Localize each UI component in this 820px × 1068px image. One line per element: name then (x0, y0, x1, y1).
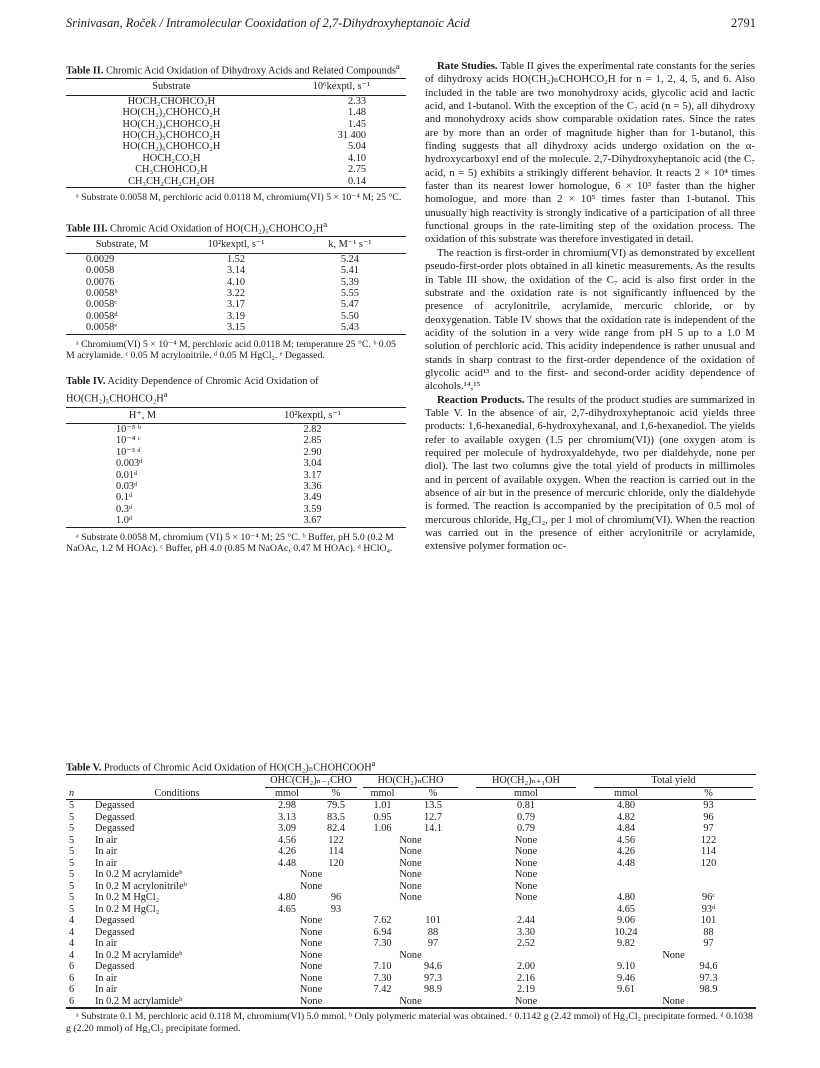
table-row (66, 812, 756, 824)
rate-cell: 3.17 (226, 299, 245, 311)
table-header-cell: 10⁶kexptl, s⁻¹ (312, 81, 371, 93)
acidity-cell: 10⁻⁴ ᶜ (116, 435, 141, 447)
diol-cell: 0.79 (516, 823, 536, 835)
n-cell: 5 (69, 903, 75, 915)
total-mmol-cell (591, 869, 661, 881)
rate-cell: 2.82 (303, 423, 322, 435)
table-header-cell: 10²kexptl, s⁻¹ (284, 409, 341, 421)
table-5-grid (66, 774, 756, 1008)
substrate-cell: 0.0058ᵈ (86, 310, 118, 322)
dialdehyde-pct-cell: 96 (330, 892, 342, 904)
rate-cell: 3.17 (303, 469, 322, 481)
section-heading: Rate Studies. (437, 60, 498, 72)
hydroxyaldehyde-mmol-cell: 7.62 (373, 915, 392, 927)
table-5 (66, 757, 756, 1035)
diol-cell: 0.79 (516, 811, 536, 823)
table-row (66, 950, 756, 962)
table-row (66, 130, 406, 141)
total-mmol-cell: 4.56 (616, 834, 636, 846)
dialdehyde-cell: None (299, 949, 323, 961)
rate-cell: 2.33 (347, 95, 366, 107)
diol-cell (461, 904, 591, 916)
conditions-cell: Degassed (95, 926, 135, 938)
diol-cell: 3.30 (516, 926, 536, 938)
conditions-cell: Degassed (95, 800, 135, 812)
substrate-cell: CH₃CH₂CH₂CH₂OH (128, 175, 215, 187)
total-mmol-cell: 9.06 (616, 915, 636, 927)
hydroxyaldehyde-mmol-cell: 7.30 (373, 972, 392, 984)
dialdehyde-mmol-cell: 3.09 (277, 823, 297, 835)
rate-cell: 5.04 (347, 141, 366, 153)
rate-cell: 2.75 (347, 164, 366, 176)
total-mmol-cell: 9.61 (616, 984, 636, 996)
conditions-cell: Degassed (95, 811, 135, 823)
dialdehyde-cell: None (299, 880, 323, 892)
table-2-caption: Table II. Chromic Acid Oxidation of Dihydroxy Acids and Related Compounds$^a$ (66, 61, 400, 77)
rate-cell: 5.24 (340, 253, 359, 265)
conditions-cell: In 0.2 M acrylamideᵇ (95, 869, 183, 881)
total-pct-cell: 98.9 (699, 984, 718, 996)
hydroxyaldehyde-cell: None (399, 834, 422, 846)
hydroxyaldehyde-pct-cell (405, 904, 461, 916)
table-row (66, 253, 406, 265)
table-3-footnote: ᵃ Chromium(VI) 5 × 10⁻⁴ M, perchloric acid 0.0118 M; temperature 25 °C. ᵇ 0.05 M acrylamide. ᶜ 0.05 M acrylonitrile. ᵈ 0.05 M HgCl₂. ᵉ Degassed. (66, 338, 396, 362)
running-title: Srinivasan, Roček / Intramolecular Cooxidation of 2,7-Dihydroxyheptanoic Acid (66, 16, 470, 30)
total-mmol-cell: 4.65 (616, 903, 636, 915)
n-cell: 4 (69, 949, 75, 961)
diol-cell: None (514, 880, 538, 892)
diol-cell (461, 950, 591, 962)
table-header-cell: k, M⁻¹ s⁻¹ (328, 239, 372, 251)
n-cell: 5 (69, 846, 75, 858)
dialdehyde-cell: None (299, 984, 323, 996)
total-mmol-cell: 9.82 (616, 938, 636, 950)
table-row (66, 846, 756, 858)
diol-cell: None (514, 857, 538, 869)
substrate-cell: HO(CH₂)₂CHOHCO₂H (122, 107, 221, 119)
table-3 (66, 218, 406, 362)
dialdehyde-cell: None (299, 995, 323, 1007)
table-row (66, 881, 756, 893)
substrate-cell: HO(CH₂)₅CHOHCO₂H (122, 130, 221, 142)
table-row (66, 504, 406, 515)
rate-cell: 5.43 (340, 322, 359, 334)
table-subheader-cell: % (704, 787, 713, 799)
hydroxyaldehyde-cell: None (399, 869, 422, 881)
rate-cell: 1.52 (226, 253, 245, 265)
diol-cell: 2.44 (516, 915, 536, 927)
right-column (425, 60, 755, 554)
total-yield-cell: None (662, 995, 685, 1007)
total-mmol-cell: 4.80 (616, 800, 636, 812)
table-row (66, 288, 406, 299)
table-row (66, 458, 406, 469)
acidity-cell: 10⁻³ ᵈ (116, 446, 141, 458)
table-header-cell: Substrate, M (95, 239, 149, 251)
conditions-cell: In air (95, 984, 118, 996)
diol-cell: 0.81 (516, 800, 536, 812)
rate-cell: 3.19 (226, 310, 245, 322)
table-row (66, 311, 406, 322)
substrate-cell: HOCH₂CHOHCO₂H (127, 95, 216, 107)
rate-cell: 5.39 (340, 276, 359, 288)
substrate-cell: HO(CH₂)₆CHOHCO₂H (122, 141, 221, 153)
total-mmol-cell: 4.80 (616, 892, 636, 904)
diol-cell: None (514, 869, 538, 881)
total-pct-cell: 94.6 (699, 961, 718, 973)
table-row (66, 119, 406, 130)
dialdehyde-cell: None (299, 915, 323, 927)
conditions-cell: Degassed (95, 823, 135, 835)
table-group-header: HO(CH₂)ₙCHO (363, 775, 458, 788)
table-subheader-cell: mmol (613, 787, 639, 799)
total-pct-cell: 122 (700, 834, 717, 846)
conditions-cell: In 0.2 M HgCl₂ (95, 903, 160, 915)
conditions-cell: In 0.2 M HgCl₂ (95, 892, 160, 904)
table-5-caption: Table V. Products of Chromic Acid Oxidation of HO(CH₂)ₙCHOHCOOH$^a$ (66, 758, 376, 774)
diol-cell: 2.16 (516, 972, 536, 984)
table-row (66, 800, 756, 812)
left-column (66, 60, 406, 555)
n-cell: 5 (69, 823, 75, 835)
conditions-cell: In 0.2 M acrylamideᵇ (95, 995, 183, 1007)
rate-cell: 2.90 (303, 446, 322, 458)
table-subheader-cell: mmol (274, 787, 300, 799)
total-pct-cell (661, 881, 756, 893)
hydroxyaldehyde-pct-cell: 97 (427, 938, 439, 950)
n-cell: 5 (69, 892, 75, 904)
total-pct-cell: 101 (700, 915, 717, 927)
table-row (66, 927, 756, 939)
dialdehyde-pct-cell: 83.5 (326, 811, 346, 823)
rate-cell: 4.10 (226, 276, 245, 288)
total-pct-cell: 97 (703, 938, 714, 950)
diol-cell: 2.52 (516, 938, 536, 950)
table-row (66, 938, 756, 950)
diol-cell: 2.19 (516, 984, 536, 996)
rate-cell: 3.04 (303, 458, 322, 470)
total-mmol-cell: 4.26 (616, 846, 636, 858)
dialdehyde-pct-cell: 93 (330, 903, 342, 915)
table-row (66, 823, 756, 835)
substrate-cell: 0.0076 (86, 276, 115, 288)
table-row (66, 904, 756, 916)
table-row (66, 322, 406, 334)
total-mmol-cell: 9.10 (616, 961, 636, 973)
hydroxyaldehyde-mmol-cell (360, 904, 405, 916)
table-row (66, 915, 756, 927)
section-heading: Reaction Products. (437, 393, 525, 406)
dialdehyde-mmol-cell: 4.26 (277, 846, 297, 858)
total-pct-cell: 97.3 (699, 972, 718, 984)
n-cell: 5 (69, 811, 75, 823)
dialdehyde-pct-cell: 122 (328, 834, 344, 846)
paragraph-kinetics: The reaction is first-order in chromium(VI) as demonstrated by excellent pseudo-first-order plots obtained in all kinetic measurements. As the results in Table III show, the oxidation of the C₇ acid is also first order in the substrate and the oxidation rate is not significantly influenced by the presence of acrylonitrile, acrylamide, mercuric chloride, or by deoxygenation. Table IV shows that the oxidation rate is independent of the acidity of the solution in a very wide range from pH 5 up to a 1.0 M solution of perchloric acid. This acidity independence is rather unusual and stands in sharp contrast to the first-order dependence of the oxidation of glycolic acid¹³ and to the first- and second-order acidity dependence of alcohols.¹⁴,¹⁵ (425, 246, 755, 393)
table-subheader-cell: % (331, 787, 341, 799)
hydroxyaldehyde-cell: None (399, 880, 422, 892)
table-2 (66, 60, 406, 204)
acidity-cell: 0.1ᵈ (116, 492, 133, 504)
total-mmol-cell: 4.84 (616, 823, 636, 835)
hydroxyaldehyde-pct-cell: 98.9 (423, 984, 443, 996)
table-row (66, 835, 756, 847)
conditions-cell: In air (95, 972, 118, 984)
diol-cell: None (514, 892, 538, 904)
substrate-cell: 0.0029 (86, 253, 115, 265)
n-cell: 5 (69, 800, 75, 812)
table-row (66, 470, 406, 481)
table-group-header: HO(CH₂)ₙ₊₁OH (476, 775, 575, 788)
table-row (66, 153, 406, 164)
running-header (66, 16, 756, 36)
hydroxyaldehyde-pct-cell: 12.7 (423, 811, 443, 823)
dialdehyde-cell: None (299, 961, 323, 973)
table-3-caption: Table III. Chromic Acid Oxidation of $HO(CH_2)_5CHOHCO_2H^a$ (66, 218, 328, 235)
total-pct-cell (661, 869, 756, 881)
dialdehyde-pct-cell: 79.5 (326, 800, 346, 812)
rate-cell: 5.47 (340, 299, 359, 311)
conditions-cell: In air (95, 857, 118, 869)
diol-cell: None (514, 834, 538, 846)
hydroxyaldehyde-pct-cell: 13.5 (423, 800, 443, 812)
rate-cell: 5.41 (340, 265, 359, 277)
dialdehyde-cell: None (299, 972, 323, 984)
acidity-cell: 0.03ᵈ (116, 481, 138, 492)
hydroxyaldehyde-pct-cell: 101 (425, 915, 441, 927)
dialdehyde-mmol-cell: 3.13 (277, 811, 297, 823)
substrate-cell: HOCH₂CO₂H (142, 152, 201, 164)
table-row (66, 858, 756, 870)
table-4-footnote: ᵃ Substrate 0.0058 M, chromium (VI) 5 × 10⁻⁴ M; 25 °C. ᵇ Buffer, pH 5.0 (0.2 M NaOAc, 1.2 M HOAc). ᶜ Buffer, pH 4.0 (0.85 M NaOAc, 0.47 M HOAc). ᵈ HClO₄. (66, 531, 394, 555)
rate-cell: 3.36 (303, 481, 322, 492)
n-cell: 5 (69, 880, 75, 892)
table-header-cell: 10²kexptl, s⁻¹ (207, 239, 265, 251)
hydroxyaldehyde-mmol-cell: 1.01 (373, 800, 392, 812)
n-cell: 5 (69, 857, 75, 869)
table-row (66, 176, 406, 188)
table-row (66, 869, 756, 881)
total-pct-cell: 120 (700, 857, 717, 869)
table-group-header: Total yield (594, 775, 753, 788)
hydroxyaldehyde-mmol-cell: 7.30 (373, 938, 392, 950)
conditions-cell: Degassed (95, 961, 135, 973)
paragraph-rate-studies: Rate Studies. Table II gives the experimental rate constants for the series of dihydroxy acids HO(CH₂)ₙCHOHCO₂H for n = 1, 2, 4, 5, and 6. Also included in the table are two monohydroxy acids, glycolic acid and lactic acid, and 1-butanol. With the exception of the C₇ acid (n = 5), all dihydroxy and monohydroxy acids show comparable oxidation rates. Since the rates are by more than an order of magnitude higher than for 1-butanol, this finding suggests that all dihydroxy acids undergo oxidation on the α-hydroxycarboxyl end of the molecule. 2,7-Dihydroxyheptanoic acid (the C₇ acid, n = 5) exhibits a strikingly different behavior. It reacts 2 × 10⁴ times faster than its nearest lower homologue, 6 × 10³ faster than the higher homologue, and more than 2 × 10⁵ times faster than 1-butanol. This unusually high reactivity is strongly indicative of a participation of all three functional groups in the rate-limiting step of the oxidation process. The oxidation of this substrate was therefore investigated in detail. (425, 60, 755, 246)
rate-cell: 1.45 (347, 118, 366, 130)
diol-cell: None (514, 846, 538, 858)
dialdehyde-mmol-cell: 2.98 (277, 800, 297, 812)
rate-cell: 1.48 (347, 107, 366, 119)
table-row (66, 107, 406, 118)
rate-cell: 3.49 (303, 492, 322, 504)
rate-cell: 5.50 (340, 310, 359, 322)
conditions-cell: In air (95, 834, 118, 846)
table-row (66, 492, 406, 503)
conditions-cell: In air (95, 938, 118, 950)
table-row (66, 961, 756, 973)
table-2-grid (66, 78, 406, 188)
dialdehyde-mmol-cell: 4.56 (277, 834, 297, 846)
table-5-footnote: ᵃ Substrate 0.1 M, perchloric acid 0.118 M, chromium(VI) 5.0 mmol. ᵇ Only polymeric material was obtained. ᶜ 0.1142 g (2.42 mmol) of Hg₂Cl₂ precipitate formed. ᵈ 0.1038 g (2.20 mmol) of Hg₂Cl₂ precipitate formed. (66, 1008, 756, 1035)
conditions-cell: Degassed (95, 915, 135, 927)
substrate-cell: 0.0058ᵉ (86, 322, 117, 334)
table-row (66, 996, 756, 1008)
rate-cell: 3.15 (226, 322, 245, 334)
dialdehyde-pct-cell: 120 (328, 857, 344, 869)
rate-cell: 31 400 (337, 130, 366, 142)
n-cell: 4 (69, 915, 75, 927)
hydroxyaldehyde-cell: None (399, 846, 422, 858)
n-cell: 6 (69, 961, 75, 973)
dialdehyde-mmol-cell: 4.48 (277, 857, 297, 869)
conditions-cell: In 0.2 M acrylamideᵇ (95, 949, 183, 961)
table-subheader-cell: Conditions (154, 787, 200, 799)
table-row (66, 277, 406, 288)
acidity-cell: 10⁻⁵ ᵇ (116, 423, 142, 435)
hydroxyaldehyde-cell: None (399, 857, 422, 869)
table-row (66, 95, 406, 107)
table-4-caption: Table IV. Acidity Dependence of Chromic Acid Oxidation of $HO(CH_2)_5CHOHCO_2H^a$ (66, 376, 319, 405)
rate-cell: 2.85 (303, 435, 322, 447)
table-subheader-cell: % (428, 787, 438, 799)
total-pct-cell: 97 (703, 823, 714, 835)
conditions-cell: In 0.2 M acrylonitrileᵇ (95, 880, 187, 892)
hydroxyaldehyde-cell: None (399, 995, 422, 1007)
dialdehyde-mmol-cell: 4.80 (277, 892, 297, 904)
acidity-cell: 0.003ᵈ (116, 458, 143, 470)
n-cell: 5 (69, 869, 75, 881)
rate-cell: 3.59 (303, 503, 322, 515)
table-row (66, 892, 756, 904)
table-subheader-cell: n (69, 787, 75, 799)
table-row (66, 299, 406, 310)
acidity-cell: 0.01ᵈ (116, 469, 138, 481)
total-mmol-cell: 4.82 (616, 811, 636, 823)
table-row (66, 164, 406, 175)
substrate-cell: HO(CH₂)₄CHOHCO₂H (122, 118, 221, 130)
table-subheader-cell: mmol (513, 787, 539, 799)
table-3-grid (66, 236, 406, 334)
total-pct-cell: 93ᵈ (701, 903, 716, 915)
dialdehyde-cell: None (299, 926, 323, 938)
hydroxyaldehyde-mmol-cell: 6.94 (373, 926, 392, 938)
diol-cell: 2.00 (516, 961, 536, 973)
total-mmol-cell: 4.48 (616, 857, 636, 869)
rate-cell: 0.14 (347, 175, 366, 187)
n-cell: 4 (69, 938, 75, 950)
substrate-cell: CH₃CHOHCO₂H (135, 164, 208, 176)
substrate-cell: 0.0058ᶜ (86, 299, 117, 311)
rate-cell: 3.22 (226, 287, 245, 299)
dialdehyde-mmol-cell: 4.65 (277, 903, 297, 915)
table-row (66, 141, 406, 152)
total-mmol-cell: 9.46 (616, 972, 636, 984)
table-4 (66, 376, 406, 555)
substrate-cell: 0.0058ᵇ (86, 287, 118, 299)
hydroxyaldehyde-cell: None (399, 892, 422, 904)
table-row (66, 435, 406, 446)
page-number: 2791 (731, 16, 756, 30)
acidity-cell: 1.0ᵈ (116, 515, 133, 527)
total-pct-cell: 96 (703, 811, 714, 823)
dialdehyde-cell: None (299, 869, 323, 881)
n-cell: 4 (69, 926, 75, 938)
total-pct-cell: 88 (703, 926, 714, 938)
rate-cell: 5.55 (340, 287, 359, 299)
acidity-cell: 0.3ᵈ (116, 503, 133, 515)
table-row (66, 447, 406, 458)
n-cell: 6 (69, 995, 75, 1007)
n-cell: 5 (69, 834, 75, 846)
hydroxyaldehyde-cell: None (399, 949, 422, 961)
hydroxyaldehyde-pct-cell: 88 (427, 926, 439, 938)
paragraph-reaction-products: Reaction Products. The results of the product studies are summarized in Table V. In the absence of air, 2,7-dihydroxyheptanoic acid yields three products: 1,6-hexanedial, 6-hydroxyhexanal, and 1,6-hexanediol. The yields refer to available oxygen (1.5 per chromium(VI)) (one oxygen atom is required per molecule of hydroxyaldehyde, two per dialdehyde, none per diol). The last two columns give the total yield of products in millimoles and in percent of available oxygen. When the reaction is carried out in the absence of air but in the presence of mercuric chloride, only the dialdehyde is formed. The reaction is accompanied by the precipitation of 0.5 mol of mercurous chloride, Hg₂Cl₂, per 1 mol of chromium(VI). When the reaction was carried out in the presence of either acrylonitrile or acrylamide, extensive polymer formation oc- (425, 393, 755, 553)
table-row (66, 973, 756, 985)
dialdehyde-pct-cell: 82.4 (326, 823, 346, 835)
n-cell: 6 (69, 972, 75, 984)
table-2-footnote: ᵃ Substrate 0.0058 M, perchloric acid 0.0118 M, chromium(VI) 5 × 10⁻⁴ M; 25 °C. (76, 192, 402, 204)
diol-cell: None (514, 995, 538, 1007)
rate-cell: 3.14 (226, 265, 245, 277)
table-row (66, 515, 406, 527)
hydroxyaldehyde-pct-cell: 97.3 (423, 972, 443, 984)
table-row (66, 423, 406, 435)
hydroxyaldehyde-pct-cell: 14.1 (423, 823, 443, 835)
hydroxyaldehyde-mmol-cell: 0.95 (373, 811, 392, 823)
hydroxyaldehyde-mmol-cell: 7.10 (373, 961, 392, 973)
hydroxyaldehyde-mmol-cell: 1.06 (373, 823, 392, 835)
total-pct-cell: 96ᶜ (702, 892, 715, 904)
table-row (66, 984, 756, 996)
total-pct-cell: 114 (700, 846, 717, 858)
conditions-cell: In air (95, 846, 118, 858)
total-yield-cell: None (662, 949, 685, 961)
table-4-grid (66, 407, 406, 528)
dialdehyde-pct-cell: 114 (328, 846, 344, 858)
n-cell: 6 (69, 984, 75, 996)
table-row (66, 265, 406, 276)
table-header-cell: H⁺, M (128, 409, 157, 421)
total-pct-cell: 93 (703, 800, 714, 812)
hydroxyaldehyde-mmol-cell: 7.42 (373, 984, 392, 996)
table-subheader-cell: mmol (370, 787, 395, 799)
table-group-header: OHC(CH₂)ₙ₋₁CHO (265, 775, 357, 788)
substrate-cell: 0.0058 (86, 265, 115, 277)
table-header-cell: Substrate (152, 81, 191, 93)
total-mmol-cell (591, 881, 661, 893)
rate-cell: 4.10 (347, 152, 366, 164)
total-mmol-cell: 10.24 (614, 926, 638, 938)
rate-cell: 3.67 (303, 515, 322, 527)
table-row (66, 481, 406, 492)
dialdehyde-cell: None (299, 938, 323, 950)
hydroxyaldehyde-pct-cell: 94.6 (423, 961, 443, 973)
